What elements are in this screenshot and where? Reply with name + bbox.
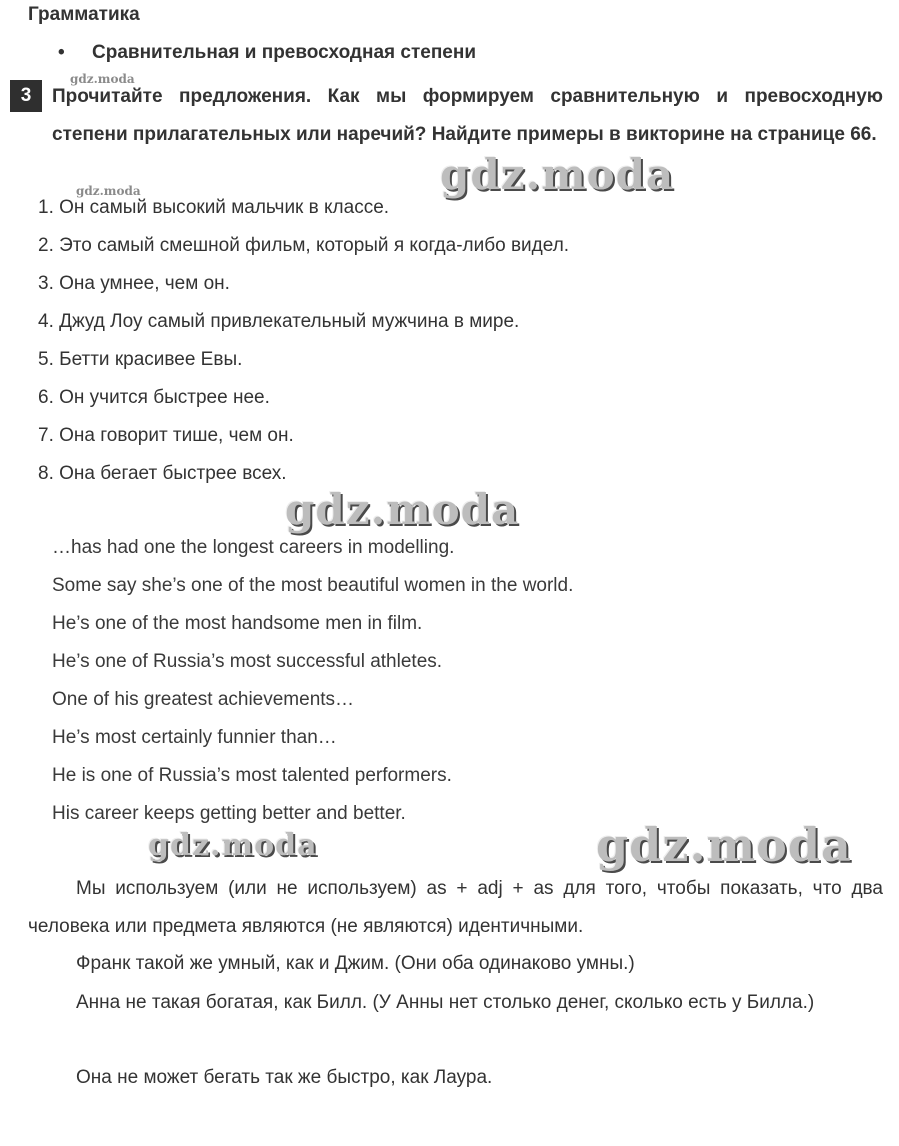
example-line-3: Она не может бегать так же быстро, как Лаура. [76, 1067, 493, 1088]
exercise-number-badge: 3 [10, 80, 42, 112]
list-item: Some say she’s one of the most beautiful women in the world. [52, 575, 574, 596]
example-line-2: Анна не такая богатая, как Билл. (У Анны нет столько денег, сколько есть у Билла.) [76, 992, 815, 1013]
list-item: 3. Она умнее, чем он. [38, 273, 230, 294]
list-item: 8. Она бегает быстрее всех. [38, 463, 287, 484]
list-item: 5. Бетти красивее Евы. [38, 349, 243, 370]
watermark-large: gdz.moda [285, 485, 520, 534]
example-line-1: Франк такой же умный, как и Джим. (Они оба одинаково умны.) [76, 953, 635, 974]
rule-paragraph [28, 870, 883, 946]
english-example-list [52, 532, 573, 836]
watermark-small: gdz.moda [70, 72, 135, 86]
watermark-large: gdz.moda [148, 828, 318, 863]
list-item: 2. Это самый смешной фильм, который я когда-либо видел. [38, 235, 570, 256]
rule-text: Мы используем (или не используем) as + adj + as для того, чтобы показать, что два человека или предмета являются (не являются) идентичными. [28, 878, 883, 937]
list-item: He’s one of the most handsome men in film. [52, 613, 423, 634]
list-item: …has had one the longest careers in modelling. [52, 537, 455, 558]
list-item: He’s most certainly funnier than… [52, 727, 337, 748]
list-item: One of his greatest achievements… [52, 689, 355, 710]
list-item: 4. Джуд Лоу самый привлекательный мужчина в мире. [38, 311, 520, 332]
exercise-instruction: Прочитайте предложения. Как мы формируем сравнительную и превосходную степени прилагательных или наречий? Найдите примеры в викторине на странице 66. [52, 86, 883, 145]
list-item: His career keeps getting better and better. [52, 803, 406, 824]
watermark-small: gdz.moda [76, 184, 141, 198]
example-paragraph-2 [28, 984, 883, 1022]
section-title: Грамматика [28, 4, 140, 25]
bullet-icon: • [58, 42, 65, 63]
list-item: He’s one of Russia’s most successful athletes. [52, 651, 443, 672]
russian-sentence-list [38, 192, 569, 496]
list-item: 6. Он учится быстрее нее. [38, 387, 270, 408]
list-item: He is one of Russia’s most talented performers. [52, 765, 452, 786]
list-item: 7. Она говорит тише, чем он. [38, 425, 294, 446]
list-item: 1. Он самый высокий мальчик в классе. [38, 197, 390, 218]
watermark-large: gdz.moda [596, 818, 852, 872]
grammar-topic-label: Сравнительная и превосходная степени [92, 42, 477, 63]
watermark-large: gdz.moda [440, 150, 675, 199]
grammar-topic [58, 42, 476, 64]
